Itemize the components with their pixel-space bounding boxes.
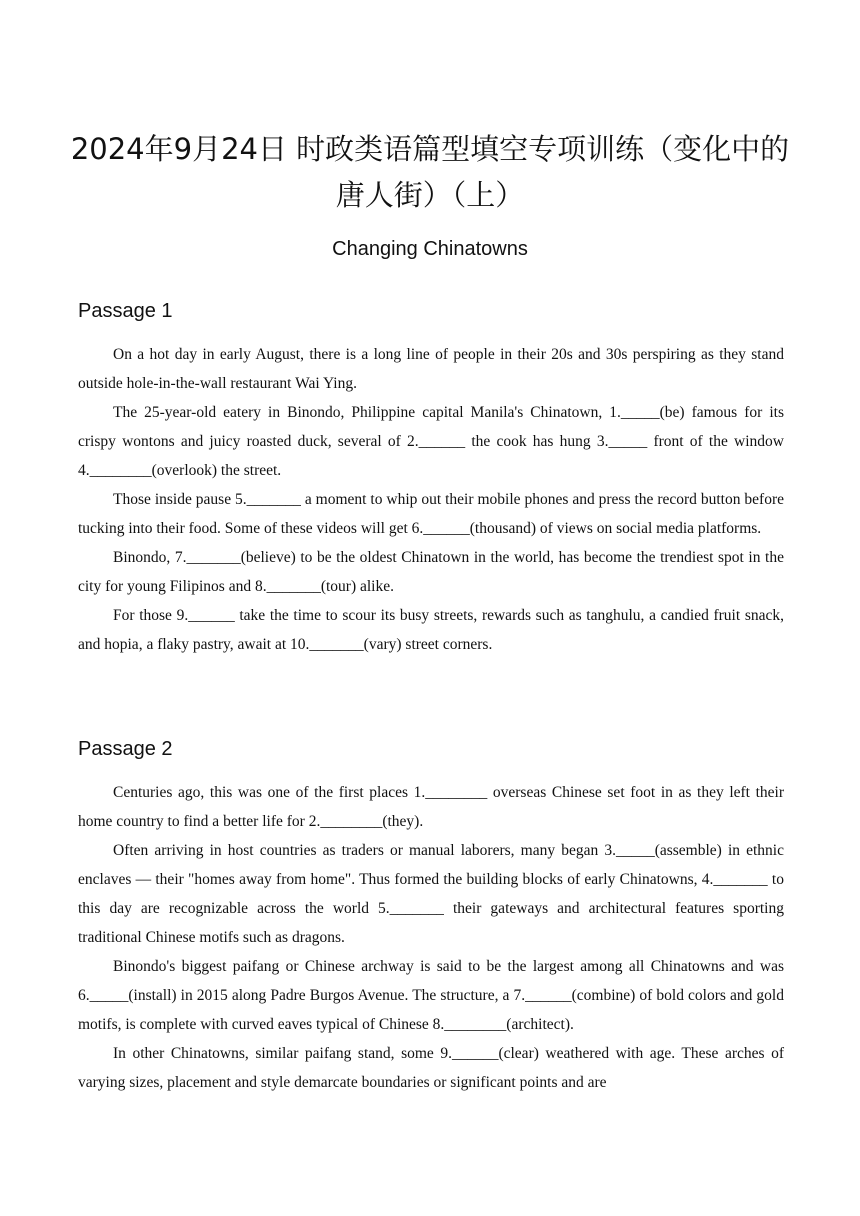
passage-1-heading: Passage 1 xyxy=(78,300,173,322)
paragraph: Often arriving in host countries as traders or manual laborers, many began 3._____(assemble) in ethnic enclaves — their "homes away from home". Thus formed the building blocks of early Chinatowns, 4._______ to this day are recognizable across the world 5._______ their gateways and architectural features sporting traditional Chinese motifs such as dragons. xyxy=(78,842,784,946)
paragraph: Binondo, 7._______(believe) to be the oldest Chinatown in the world, has become the trendiest spot in the city for young Filipinos and 8._______(tour) alike. xyxy=(78,549,784,595)
paragraph: In other Chinatowns, similar paifang stand, some 9.______(clear) weathered with age. These arches of varying sizes, placement and style demarcate boundaries or significant points and are xyxy=(78,1045,784,1091)
paragraph: The 25-year-old eatery in Binondo, Philippine capital Manila's Chinatown, 1._____(be) famous for its crispy wontons and juicy roasted duck, several of 2.______ the cook has hung 3._____ front of the window 4.________(overlook) the street. xyxy=(78,404,784,479)
paragraph: Binondo's biggest paifang or Chinese archway is said to be the largest among all Chinatowns and was 6._____(install) in 2015 along Padre Burgos Avenue. The structure, a 7.______(combine) of bold colors and gold motifs, is complete with curved eaves typical of Chinese 8.________(architect). xyxy=(78,958,784,1033)
paragraph: On a hot day in early August, there is a long line of people in their 20s and 30s perspiring as they stand outside hole-in-the-wall restaurant Wai Ying. xyxy=(78,346,784,392)
paragraph: Those inside pause 5._______ a moment to whip out their mobile phones and press the record button before tucking into their food. Some of these videos will get 6.______(thousand) of views on social media platforms. xyxy=(78,491,784,537)
document-subtitle: Changing Chinatowns xyxy=(332,238,528,260)
paragraph: Centuries ago, this was one of the first places 1.________ overseas Chinese set foot in as they left their home country to find a better life for 2.________(they). xyxy=(78,784,784,830)
passage-1-body xyxy=(78,340,784,659)
passage-2-body xyxy=(78,778,784,1097)
document-title: 2024年9月24日 时政类语篇型填空专项训练（变化中的唐人街）（上） xyxy=(70,132,790,212)
paragraph: For those 9.______ take the time to scour its busy streets, rewards such as tanghulu, a candied fruit snack, and hopia, a flaky pastry, await at 10._______(vary) street corners. xyxy=(78,607,784,653)
passage-2-heading: Passage 2 xyxy=(78,738,173,760)
